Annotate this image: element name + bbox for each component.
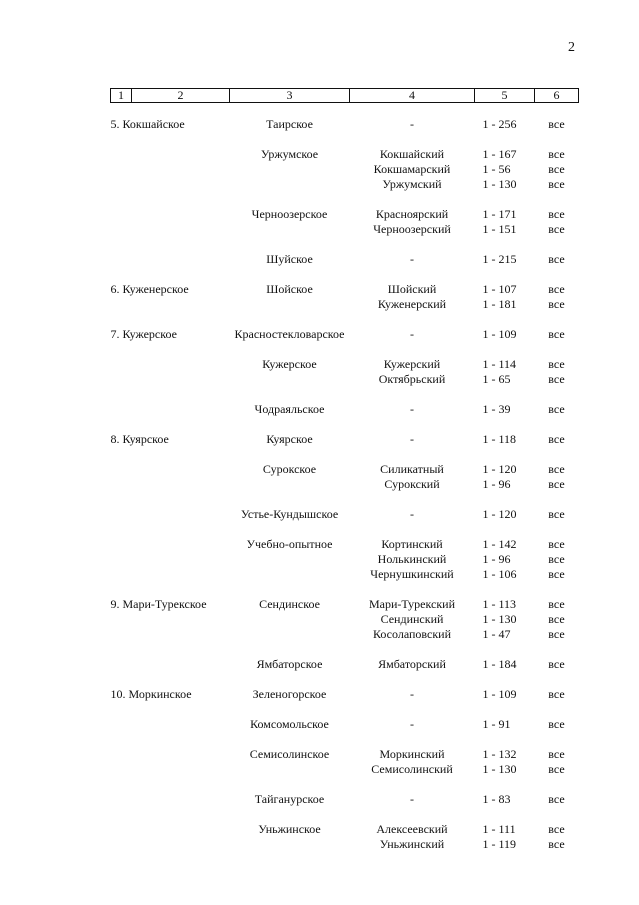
district-name: 5. Кокшайское [110, 117, 185, 131]
village-name-cell [350, 807, 475, 852]
village-name: - [410, 717, 414, 731]
house-range-cell [475, 103, 535, 133]
district-name [111, 522, 230, 582]
village-name: Кужерский [383, 357, 441, 371]
house-parity: все [548, 177, 565, 191]
house-parity-cell [535, 447, 579, 492]
district-name: 7. Кужерское [110, 327, 177, 341]
house-parity-cell [535, 312, 579, 342]
district-name [111, 387, 230, 417]
house-range: 1 - 106 [482, 567, 517, 581]
house-range: 1 - 83 [482, 792, 511, 806]
village-name: Куженерский [377, 297, 447, 311]
allocation-table [110, 88, 579, 852]
settlement-name: Сендинское [259, 597, 320, 611]
house-range: 1 - 130 [482, 762, 517, 776]
house-range: 1 - 184 [482, 657, 517, 671]
house-parity-cell [535, 103, 579, 133]
house-range-cell [475, 702, 535, 732]
house-parity: все [548, 567, 565, 581]
village-name-cell [350, 312, 475, 342]
house-parity-cell [535, 807, 579, 852]
village-name-cell [350, 522, 475, 582]
house-parity: все [548, 432, 565, 446]
house-parity: все [548, 207, 565, 221]
house-range: 1 - 111 [482, 822, 516, 836]
village-name: Кортинский [381, 537, 443, 551]
district-name [111, 132, 230, 192]
column-header-2: 2 [132, 89, 230, 103]
house-parity: все [548, 792, 565, 806]
village-name: - [410, 117, 414, 131]
house-parity: все [548, 147, 565, 161]
table-row [111, 732, 579, 777]
village-name-cell [350, 732, 475, 777]
house-parity: все [548, 627, 565, 641]
village-name-cell [350, 582, 475, 642]
settlement-name: Шойское [266, 282, 313, 296]
house-range: 1 - 120 [482, 462, 517, 476]
table-row [111, 582, 579, 642]
house-parity: все [548, 402, 565, 416]
district-name [111, 492, 230, 522]
district-name [111, 237, 230, 267]
settlement-name: Семисолинское [249, 747, 330, 761]
house-parity-cell [535, 642, 579, 672]
house-range: 1 - 119 [482, 837, 517, 851]
district-name [111, 807, 230, 852]
village-name-cell [350, 447, 475, 492]
house-parity-cell [535, 522, 579, 582]
house-parity: все [548, 297, 565, 311]
village-name-cell [350, 387, 475, 417]
house-parity: все [548, 117, 565, 131]
house-parity: все [548, 462, 565, 476]
settlement-name: Тайганурское [254, 792, 325, 806]
district-name [111, 702, 230, 732]
table-row [111, 447, 579, 492]
house-parity: все [548, 372, 565, 386]
house-parity: все [548, 162, 565, 176]
settlement-name: Уржумское [260, 147, 319, 161]
house-range-cell [475, 777, 535, 807]
house-range: 1 - 113 [482, 597, 517, 611]
house-range: 1 - 47 [482, 627, 511, 641]
house-range: 1 - 91 [482, 717, 511, 731]
table-row [111, 312, 579, 342]
house-parity-cell [535, 387, 579, 417]
house-parity: все [548, 837, 565, 851]
house-parity: все [548, 597, 565, 611]
house-range: 1 - 130 [482, 612, 517, 626]
house-range-cell [475, 732, 535, 777]
district-name: 8. Куярское [110, 432, 169, 446]
house-range: 1 - 114 [482, 357, 517, 371]
house-range: 1 - 132 [482, 747, 517, 761]
house-parity: все [548, 552, 565, 566]
district-name: 10. Моркинское [110, 687, 192, 701]
house-range: 1 - 56 [482, 162, 511, 176]
house-range: 1 - 181 [482, 297, 517, 311]
house-range-cell [475, 312, 535, 342]
village-name: - [410, 687, 414, 701]
table-row [111, 672, 579, 702]
district-name [111, 642, 230, 672]
house-range-cell [475, 807, 535, 852]
house-parity: все [548, 657, 565, 671]
house-parity-cell [535, 702, 579, 732]
district-name [111, 732, 230, 777]
house-range-cell [475, 237, 535, 267]
table-row [111, 417, 579, 447]
village-name-cell [350, 702, 475, 732]
table-row [111, 642, 579, 672]
house-range: 1 - 65 [482, 372, 511, 386]
settlement-name: Шуйское [266, 252, 313, 266]
village-name: Сурокский [384, 477, 440, 491]
column-header-5: 5 [475, 89, 535, 103]
house-parity: все [548, 327, 565, 341]
page-number: 2 [568, 40, 575, 55]
settlement-name: Устье-Кундышское [240, 507, 339, 521]
house-range: 1 - 142 [482, 537, 517, 551]
column-header-3: 3 [230, 89, 350, 103]
house-parity: все [548, 537, 565, 551]
house-parity: все [548, 282, 565, 296]
house-parity: все [548, 357, 565, 371]
village-name: Чернушкинский [370, 567, 454, 581]
village-name: - [410, 507, 414, 521]
village-name: Мари-Турекский [368, 597, 455, 611]
settlement-name: Куярское [266, 432, 313, 446]
village-name: Красноярский [375, 207, 449, 221]
house-range-cell [475, 492, 535, 522]
header-row [111, 89, 579, 103]
house-range-cell [475, 417, 535, 447]
house-parity: все [548, 507, 565, 521]
house-parity-cell [535, 132, 579, 192]
house-range: 1 - 118 [482, 432, 517, 446]
house-parity-cell [535, 192, 579, 237]
house-range: 1 - 167 [482, 147, 517, 161]
village-name: Нолькинский [377, 552, 447, 566]
settlement-name: Сурокское [262, 462, 317, 476]
house-range: 1 - 96 [482, 552, 511, 566]
table-row [111, 807, 579, 852]
settlement-name: Красностекловарское [234, 327, 345, 341]
house-parity-cell [535, 342, 579, 387]
table-row [111, 192, 579, 237]
village-name: Силикатный [380, 462, 444, 476]
house-range-cell [475, 672, 535, 702]
house-parity-cell [535, 417, 579, 447]
house-parity: все [548, 717, 565, 731]
table-row [111, 702, 579, 732]
settlement-name: Ямбаторское [256, 657, 323, 671]
village-name: - [410, 402, 414, 416]
house-range-cell [475, 387, 535, 417]
house-range: 1 - 109 [482, 327, 517, 341]
village-name-cell [350, 267, 475, 312]
village-name-cell [350, 132, 475, 192]
house-range: 1 - 215 [482, 252, 517, 266]
village-name: - [410, 432, 414, 446]
table-row [111, 132, 579, 192]
village-name-cell [350, 237, 475, 267]
house-range-cell [475, 342, 535, 387]
house-range: 1 - 109 [482, 687, 517, 701]
settlement-name: Черноозерское [251, 207, 328, 221]
settlement-name: Комсомольское [250, 717, 329, 731]
house-parity: все [548, 762, 565, 776]
column-header-1: 1 [111, 89, 132, 103]
house-parity-cell [535, 237, 579, 267]
house-parity-cell [535, 582, 579, 642]
table-row [111, 777, 579, 807]
house-range: 1 - 96 [482, 477, 511, 491]
village-name-cell [350, 192, 475, 237]
village-name-cell [350, 417, 475, 447]
village-name: - [410, 792, 414, 806]
village-name: Октябрьский [378, 372, 446, 386]
district-name [111, 777, 230, 807]
village-name: Семисолинский [371, 762, 453, 776]
house-parity: все [548, 747, 565, 761]
house-parity-cell [535, 672, 579, 702]
column-header-4: 4 [350, 89, 475, 103]
house-range-cell [475, 267, 535, 312]
table-row [111, 267, 579, 312]
district-name [111, 192, 230, 237]
settlement-name: Кужерское [262, 357, 317, 371]
village-name: Уржумский [382, 177, 442, 191]
house-parity: все [548, 222, 565, 236]
table-row [111, 387, 579, 417]
village-name-cell [350, 103, 475, 133]
table-row [111, 342, 579, 387]
village-name: Кокшайский [379, 147, 445, 161]
house-parity: все [548, 252, 565, 266]
house-range: 1 - 171 [482, 207, 517, 221]
house-range: 1 - 256 [482, 117, 517, 131]
column-header-6: 6 [535, 89, 579, 103]
house-parity: все [548, 822, 565, 836]
house-parity-cell [535, 777, 579, 807]
village-name: Кокшамарский [373, 162, 451, 176]
village-name: Сендинский [380, 612, 444, 626]
house-range-cell [475, 132, 535, 192]
house-parity-cell [535, 267, 579, 312]
table-row [111, 103, 579, 133]
house-parity: все [548, 612, 565, 626]
settlement-name: Уньжинское [258, 822, 321, 836]
house-range: 1 - 39 [482, 402, 511, 416]
house-parity-cell [535, 492, 579, 522]
village-name: - [410, 252, 414, 266]
village-name-cell [350, 492, 475, 522]
village-name-cell [350, 642, 475, 672]
settlement-name: Таирское [266, 117, 313, 131]
settlement-name: Зеленогорское [252, 687, 327, 701]
settlement-name: Учебно-опытное [246, 537, 333, 551]
district-name [111, 447, 230, 492]
village-name: Шойский [387, 282, 437, 296]
district-name: 6. Куженерское [110, 282, 189, 296]
house-range-cell [475, 447, 535, 492]
house-parity: все [548, 687, 565, 701]
district-name: 9. Мари-Турекское [110, 597, 207, 611]
village-name: Косолаповский [372, 627, 452, 641]
table-row [111, 492, 579, 522]
district-name [111, 342, 230, 387]
house-range: 1 - 151 [482, 222, 517, 236]
house-range-cell [475, 642, 535, 672]
village-name-cell [350, 342, 475, 387]
house-range: 1 - 107 [482, 282, 517, 296]
village-name-cell [350, 672, 475, 702]
house-range-cell [475, 522, 535, 582]
village-name: - [410, 327, 414, 341]
village-name: Моркинский [379, 747, 445, 761]
table-row [111, 237, 579, 267]
village-name-cell [350, 777, 475, 807]
table-row [111, 522, 579, 582]
house-range-cell [475, 582, 535, 642]
village-name: Уньжинский [379, 837, 445, 851]
house-parity: все [548, 477, 565, 491]
village-name: Алексеевский [376, 822, 448, 836]
settlement-name: Чодраяльское [254, 402, 325, 416]
house-parity-cell [535, 732, 579, 777]
village-name: Ямбаторский [378, 657, 446, 671]
house-range: 1 - 130 [482, 177, 517, 191]
village-name: Черноозерский [373, 222, 451, 236]
table-body [111, 103, 579, 853]
house-range: 1 - 120 [482, 507, 517, 521]
house-range-cell [475, 192, 535, 237]
